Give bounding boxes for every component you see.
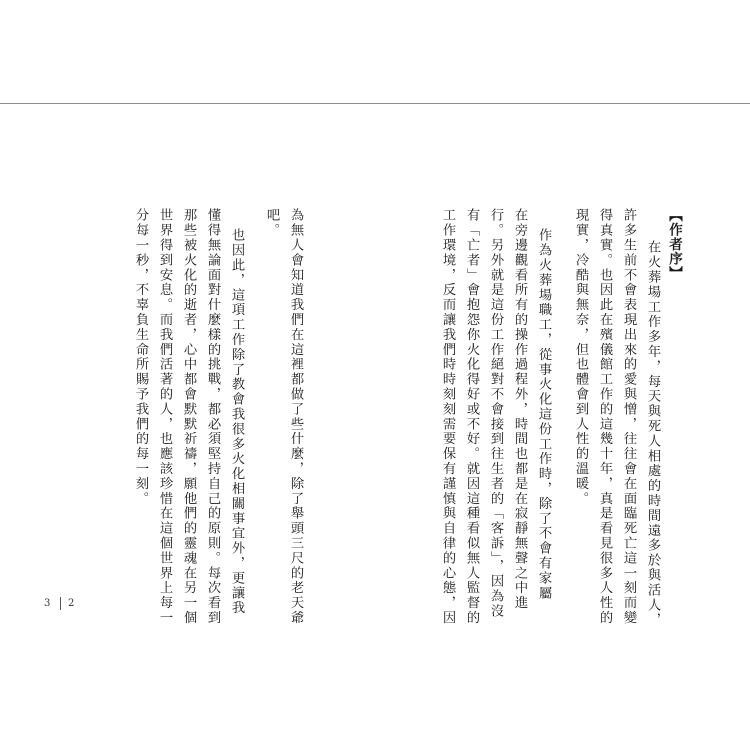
page-number-separator (60, 597, 61, 610)
text-column-4: 現實，冷酷與無奈，但也體會到人性的溫暖。 (573, 208, 588, 506)
text-column-13: 懂得無論面對什麼樣的挑戰，都必須堅持自己的原則。每次看到 (205, 208, 220, 626)
text-column-5: 作為火葬場職工，從事火化這份工作時，除了不會有家屬 (536, 228, 551, 601)
text-column-11: 吧。 (264, 208, 279, 238)
text-column-6: 在旁邊觀看所有的操作過程外，時間也都是在寂靜無聲之中進 (512, 208, 527, 611)
text-column-10: 為無人會知道我們在這裡都做了些什麼，除了舉頭三尺的老天爺 (288, 208, 303, 626)
text-column-15: 世界得到安息。而我們活著的人，也應該珍惜在這個世界上每一 (157, 208, 172, 626)
text-column-14: 那些被火化的逝者，心中都會默默祈禱，願他們的靈魂在另一個 (181, 208, 196, 626)
top-divider-line (0, 103, 750, 104)
text-column-8: 有「亡者」會抱怨你火化得好或不好。就因這種看似無人監督的 (464, 208, 479, 626)
text-column-1: 在火葬場工作多年，每天與死人相處的時間遠多於與活人， (645, 240, 660, 628)
page-number-right: 2 (68, 598, 75, 609)
text-column-16: 分每一秒，不辜負生命所賜予我們的每一刻。 (133, 208, 148, 506)
page-number-left: 3 (44, 598, 51, 609)
text-column-3: 得真實。也因此在殯儀館工作的這幾十年，真是看見很多人性的 (597, 208, 612, 626)
preface-heading: 【作者序】 (666, 208, 682, 281)
text-column-7: 行。另外就是這份工作絕對不會接到往生者的「客訴」，因為沒 (488, 208, 503, 619)
text-column-12: 也因此，這項工作除了教會我很多火化相關事宜外，更讓我 (229, 228, 244, 616)
text-column-2: 許多生前不會表現出來的愛與憎，往往會在面臨死亡這一刻而變 (621, 208, 636, 626)
text-column-9: 工作環境，反而讓我們時時刻刻需要保有謹慎與自律的心態，因 (440, 208, 455, 626)
